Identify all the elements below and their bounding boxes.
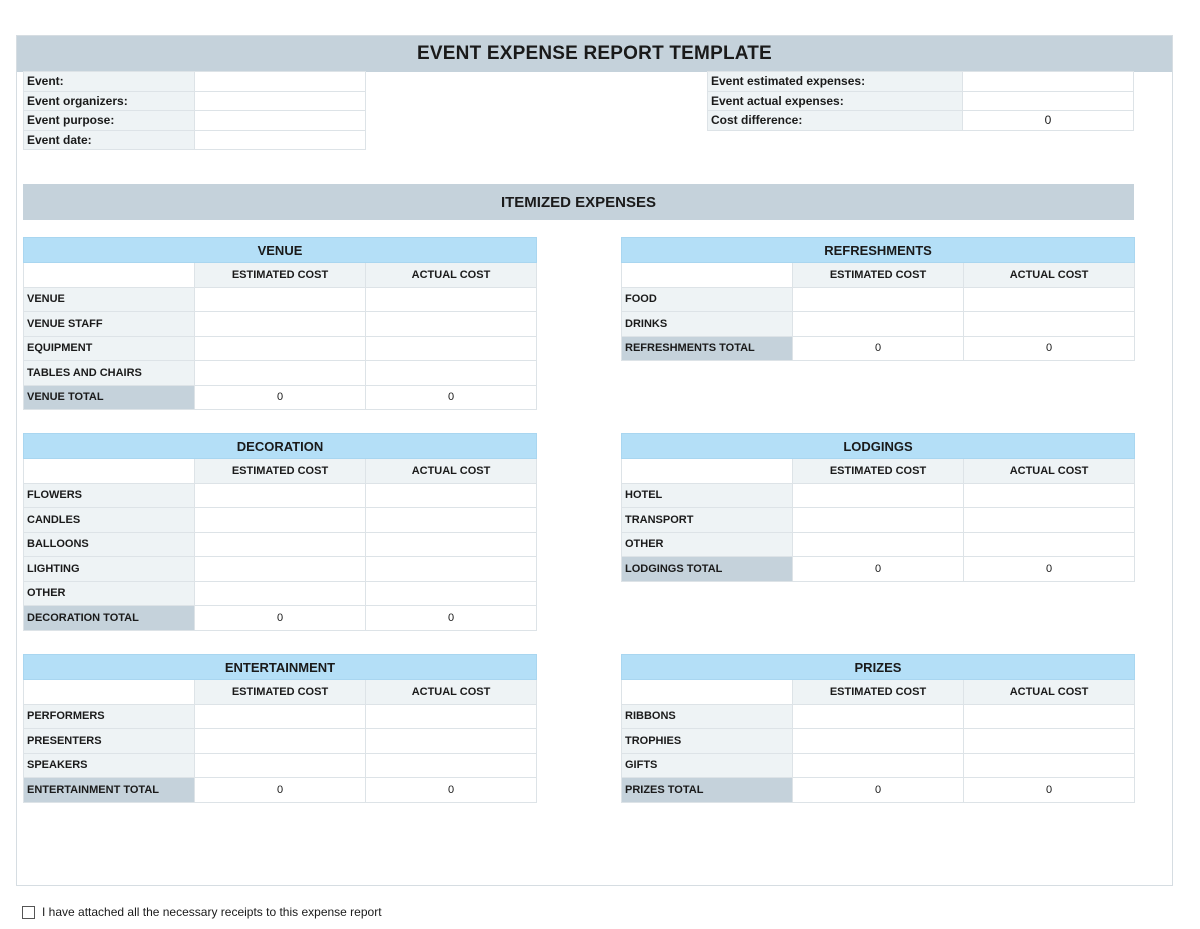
event-purpose-label: Event purpose: bbox=[24, 111, 195, 131]
actual-total: 0 bbox=[964, 336, 1135, 361]
total-label: DECORATION TOTAL bbox=[24, 606, 195, 631]
event-organizers-field[interactable] bbox=[195, 91, 366, 111]
estimated-cost-cell[interactable] bbox=[195, 753, 366, 778]
estimated-cost-header: ESTIMATED COST bbox=[793, 263, 964, 288]
estimated-total: 0 bbox=[195, 778, 366, 803]
estimated-cost-header: ESTIMATED COST bbox=[195, 459, 366, 484]
receipts-checkbox-label[interactable]: I have attached all the necessary receipts to this expense report bbox=[42, 905, 382, 919]
estimated-cost-cell[interactable] bbox=[195, 729, 366, 754]
entertainment-section bbox=[23, 654, 537, 803]
actual-cost-cell[interactable] bbox=[366, 557, 537, 582]
section-title: REFRESHMENTS bbox=[622, 238, 1135, 263]
actual-cost-cell[interactable] bbox=[964, 753, 1135, 778]
actual-cost-cell[interactable] bbox=[964, 287, 1135, 312]
actual-total: 0 bbox=[964, 778, 1135, 803]
actual-cost-header: ACTUAL COST bbox=[366, 459, 537, 484]
total-label: REFRESHMENTS TOTAL bbox=[622, 336, 793, 361]
info-row-purpose bbox=[24, 111, 366, 131]
info-row-organizers bbox=[24, 91, 366, 111]
actual-cost-cell[interactable] bbox=[964, 704, 1135, 729]
estimated-cost-cell[interactable] bbox=[793, 753, 964, 778]
actual-expenses-label: Event actual expenses: bbox=[708, 91, 963, 111]
blank-header-cell bbox=[24, 459, 195, 484]
actual-cost-cell[interactable] bbox=[366, 312, 537, 337]
event-info-table bbox=[23, 71, 366, 150]
cost-difference-label: Cost difference: bbox=[708, 111, 963, 131]
blank-header-cell bbox=[622, 263, 793, 288]
actual-cost-header: ACTUAL COST bbox=[366, 263, 537, 288]
estimated-cost-cell[interactable] bbox=[195, 532, 366, 557]
total-label: LODGINGS TOTAL bbox=[622, 557, 793, 582]
event-date-label: Event date: bbox=[24, 130, 195, 150]
actual-cost-cell[interactable] bbox=[366, 361, 537, 386]
actual-cost-cell[interactable] bbox=[366, 532, 537, 557]
total-label: VENUE TOTAL bbox=[24, 385, 195, 410]
event-date-field[interactable] bbox=[195, 130, 366, 150]
row-label: EQUIPMENT bbox=[24, 336, 195, 361]
row-label: CANDLES bbox=[24, 508, 195, 533]
actual-cost-cell[interactable] bbox=[366, 581, 537, 606]
row-label: HOTEL bbox=[622, 483, 793, 508]
event-field[interactable] bbox=[195, 72, 366, 92]
estimated-cost-cell[interactable] bbox=[793, 312, 964, 337]
summary-row-actual bbox=[708, 91, 1134, 111]
estimated-expenses-field[interactable] bbox=[963, 72, 1134, 92]
estimated-cost-cell[interactable] bbox=[793, 729, 964, 754]
event-organizers-label: Event organizers: bbox=[24, 91, 195, 111]
estimated-total: 0 bbox=[793, 778, 964, 803]
actual-cost-header: ACTUAL COST bbox=[964, 680, 1135, 705]
row-label: TRANSPORT bbox=[622, 508, 793, 533]
row-label: RIBBONS bbox=[622, 704, 793, 729]
section-title: DECORATION bbox=[24, 434, 537, 459]
actual-expenses-field[interactable] bbox=[963, 91, 1134, 111]
estimated-cost-cell[interactable] bbox=[793, 287, 964, 312]
actual-cost-cell[interactable] bbox=[366, 729, 537, 754]
actual-total: 0 bbox=[964, 557, 1135, 582]
actual-cost-cell[interactable] bbox=[964, 508, 1135, 533]
actual-cost-cell[interactable] bbox=[366, 704, 537, 729]
section-title: ENTERTAINMENT bbox=[24, 655, 537, 680]
row-label: VENUE STAFF bbox=[24, 312, 195, 337]
venue-section bbox=[23, 237, 537, 410]
estimated-cost-cell[interactable] bbox=[793, 508, 964, 533]
lodgings-section bbox=[621, 433, 1135, 582]
row-label: TABLES AND CHAIRS bbox=[24, 361, 195, 386]
row-label: VENUE bbox=[24, 287, 195, 312]
actual-total: 0 bbox=[366, 606, 537, 631]
actual-total: 0 bbox=[366, 385, 537, 410]
estimated-cost-cell[interactable] bbox=[195, 557, 366, 582]
row-label: GIFTS bbox=[622, 753, 793, 778]
blank-header-cell bbox=[24, 680, 195, 705]
estimated-cost-cell[interactable] bbox=[195, 287, 366, 312]
actual-cost-cell[interactable] bbox=[964, 312, 1135, 337]
summary-row-estimated bbox=[708, 72, 1134, 92]
row-label: PERFORMERS bbox=[24, 704, 195, 729]
total-label: PRIZES TOTAL bbox=[622, 778, 793, 803]
estimated-total: 0 bbox=[195, 606, 366, 631]
info-row-date bbox=[24, 130, 366, 150]
row-label: FLOWERS bbox=[24, 483, 195, 508]
actual-cost-cell[interactable] bbox=[366, 753, 537, 778]
blank-header-cell bbox=[622, 459, 793, 484]
row-label: OTHER bbox=[622, 532, 793, 557]
estimated-cost-cell[interactable] bbox=[195, 508, 366, 533]
actual-cost-cell[interactable] bbox=[366, 508, 537, 533]
actual-cost-cell[interactable] bbox=[964, 532, 1135, 557]
row-label: BALLOONS bbox=[24, 532, 195, 557]
estimated-cost-cell[interactable] bbox=[793, 483, 964, 508]
summary-row-difference bbox=[708, 111, 1134, 131]
estimated-cost-header: ESTIMATED COST bbox=[793, 680, 964, 705]
estimated-cost-cell[interactable] bbox=[195, 361, 366, 386]
actual-cost-cell[interactable] bbox=[964, 729, 1135, 754]
row-label: LIGHTING bbox=[24, 557, 195, 582]
estimated-total: 0 bbox=[793, 557, 964, 582]
blank-header-cell bbox=[622, 680, 793, 705]
estimated-cost-header: ESTIMATED COST bbox=[195, 680, 366, 705]
section-title: VENUE bbox=[24, 238, 537, 263]
blank-header-cell bbox=[24, 263, 195, 288]
decoration-section bbox=[23, 433, 537, 631]
row-label: DRINKS bbox=[622, 312, 793, 337]
expense-summary-table bbox=[707, 71, 1134, 131]
section-title: LODGINGS bbox=[622, 434, 1135, 459]
section-title: PRIZES bbox=[622, 655, 1135, 680]
actual-cost-cell[interactable] bbox=[366, 483, 537, 508]
estimated-cost-cell[interactable] bbox=[195, 336, 366, 361]
estimated-cost-cell[interactable] bbox=[793, 704, 964, 729]
itemized-expenses-header: ITEMIZED EXPENSES bbox=[23, 184, 1134, 220]
actual-cost-cell[interactable] bbox=[366, 287, 537, 312]
estimated-cost-cell[interactable] bbox=[793, 532, 964, 557]
receipts-confirmation bbox=[22, 905, 382, 919]
actual-cost-cell[interactable] bbox=[366, 336, 537, 361]
estimated-cost-header: ESTIMATED COST bbox=[793, 459, 964, 484]
actual-cost-header: ACTUAL COST bbox=[366, 680, 537, 705]
row-label: OTHER bbox=[24, 581, 195, 606]
estimated-expenses-label: Event estimated expenses: bbox=[708, 72, 963, 92]
estimated-cost-cell[interactable] bbox=[195, 483, 366, 508]
row-label: FOOD bbox=[622, 287, 793, 312]
refreshments-section bbox=[621, 237, 1135, 361]
row-label: SPEAKERS bbox=[24, 753, 195, 778]
cost-difference-value: 0 bbox=[963, 111, 1134, 131]
prizes-section bbox=[621, 654, 1135, 803]
estimated-total: 0 bbox=[793, 336, 964, 361]
receipts-checkbox[interactable] bbox=[22, 906, 35, 919]
event-purpose-field[interactable] bbox=[195, 111, 366, 131]
estimated-cost-cell[interactable] bbox=[195, 704, 366, 729]
estimated-cost-header: ESTIMATED COST bbox=[195, 263, 366, 288]
row-label: PRESENTERS bbox=[24, 729, 195, 754]
total-label: ENTERTAINMENT TOTAL bbox=[24, 778, 195, 803]
estimated-cost-cell[interactable] bbox=[195, 312, 366, 337]
event-label: Event: bbox=[24, 72, 195, 92]
actual-total: 0 bbox=[366, 778, 537, 803]
info-row-event bbox=[24, 72, 366, 92]
actual-cost-cell[interactable] bbox=[964, 483, 1135, 508]
actual-cost-header: ACTUAL COST bbox=[964, 459, 1135, 484]
row-label: TROPHIES bbox=[622, 729, 793, 754]
estimated-total: 0 bbox=[195, 385, 366, 410]
report-title: EVENT EXPENSE REPORT TEMPLATE bbox=[17, 36, 1172, 72]
estimated-cost-cell[interactable] bbox=[195, 581, 366, 606]
actual-cost-header: ACTUAL COST bbox=[964, 263, 1135, 288]
